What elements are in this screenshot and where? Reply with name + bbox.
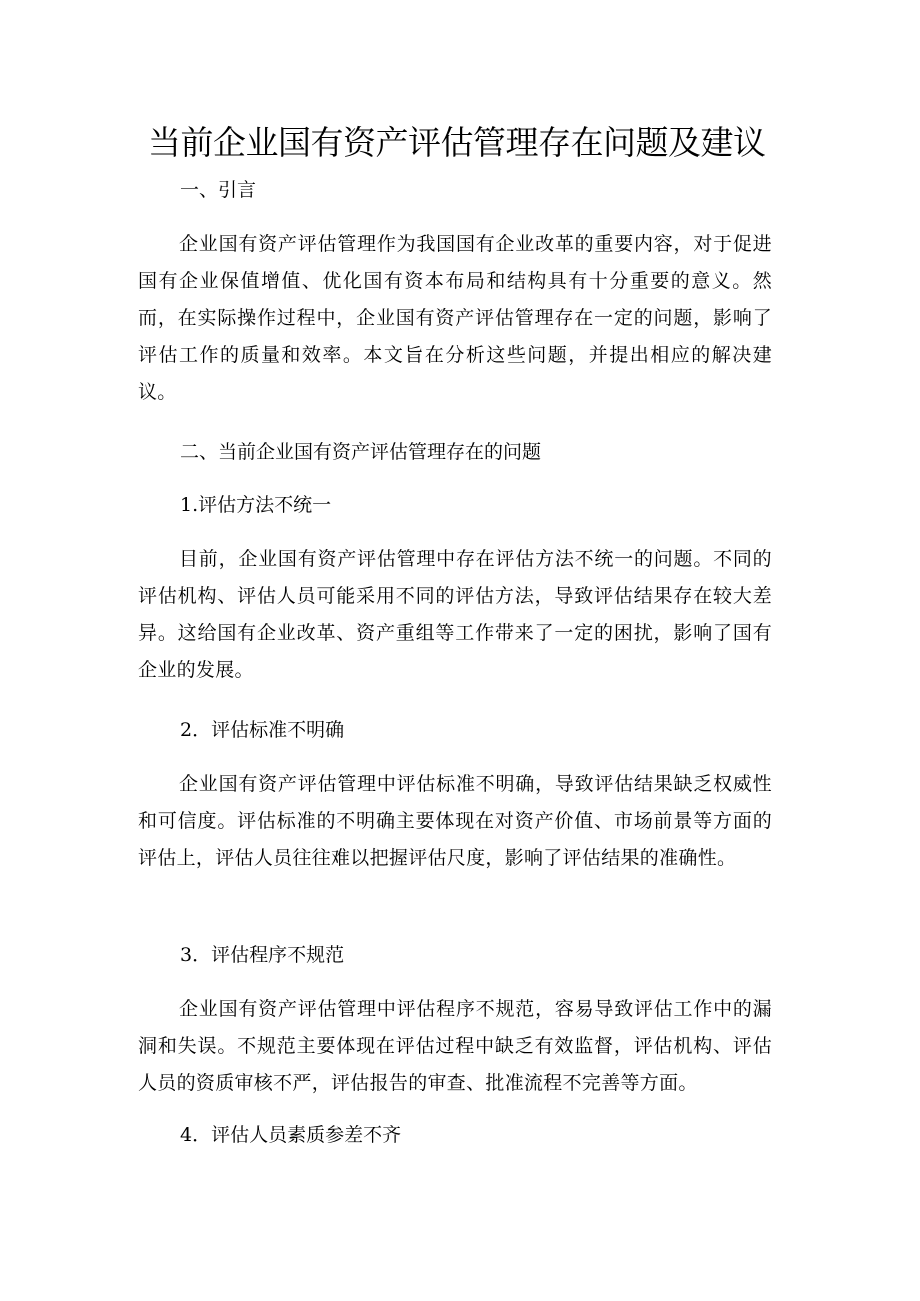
document-title: 当前企业国有资产评估管理存在问题及建议 — [148, 123, 766, 162]
intro-paragraph: 企业国有资产评估管理作为我国国有企业改革的重要内容，对于促进国有企业保值增值、优化国有资本布局和结构具有十分重要的意义。然而，在实际操作过程中，企业国有资产评估管理存在一定的问题，影响了评估工作的质量和效率。本文旨在分析这些问题，并提出相应的解决建议。 — [138, 233, 772, 403]
subheading-item-1: 1.评估方法不统一 — [180, 494, 332, 516]
item-3-paragraph: 企业国有资产评估管理中评估程序不规范，容易导致评估工作中的漏洞和失误。不规范主要体现在评估过程中缺乏有效监督，评估机构、评估人员的资质审核不严，评估报告的审查、批准流程不完善等方面。 — [138, 998, 772, 1094]
section-heading-problems: 二、当前企业国有资产评估管理存在的问题 — [180, 441, 542, 463]
section-heading-introduction: 一、引言 — [180, 179, 257, 201]
subheading-item-4: 4．评估人员素质参差不齐 — [180, 1124, 402, 1146]
item-1-paragraph: 目前，企业国有资产评估管理中存在评估方法不统一的问题。不同的评估机构、评估人员可能采用不同的评估方法，导致评估结果存在较大差异。这给国有企业改革、资产重组等工作带来了一定的困扰，影响了国有企业的发展。 — [138, 548, 772, 681]
subheading-item-3: 3．评估程序不规范 — [180, 944, 345, 966]
item-2-paragraph: 企业国有资产评估管理中评估标准不明确，导致评估结果缺乏权威性和可信度。评估标准的不明确主要体现在对资产价值、市场前景等方面的评估上，评估人员往往难以把握评估尺度，影响了评估结果的准确性。 — [138, 773, 772, 869]
subheading-item-2: 2．评估标准不明确 — [180, 719, 345, 741]
